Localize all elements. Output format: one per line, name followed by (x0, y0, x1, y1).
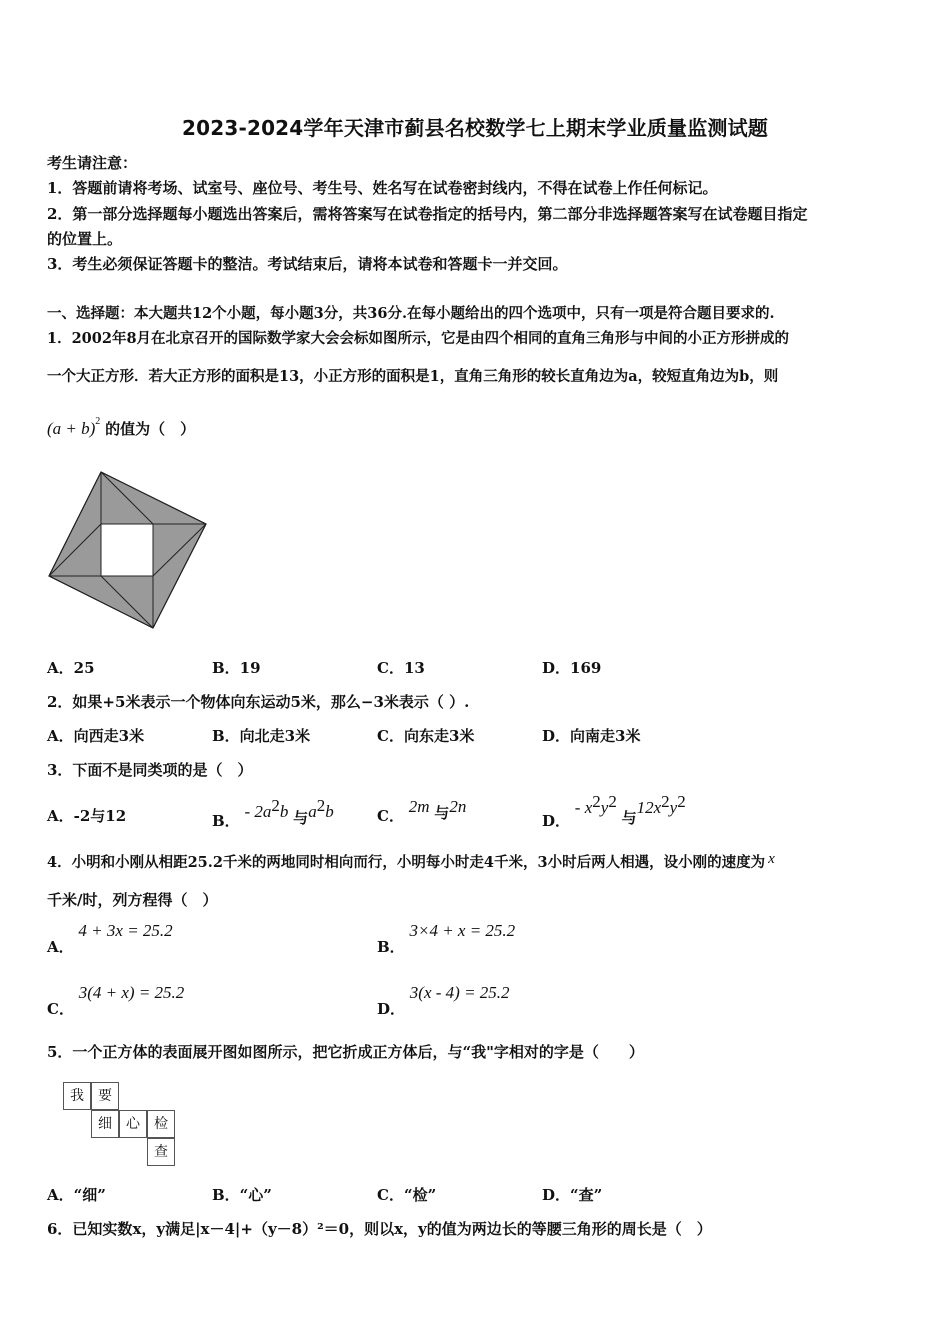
q3-c-label: C． (377, 807, 404, 825)
q3-d-exp1: 2 (592, 792, 601, 811)
q4-option-d[interactable] (377, 982, 510, 1018)
q1-expr: (a + b) (47, 419, 96, 438)
q3-b-label: B． (212, 812, 240, 830)
notice-item-1: 1．答题前请将考场、试室号、座位号、考生号、姓名写在试卷密封线内，不得在试卷上作任何标记。 (47, 179, 718, 197)
net-cell-xi: 细 (91, 1110, 119, 1138)
notice-item-3: 3．考生必须保证答题卡的整洁。考试结束后，请将本试卷和答题卡一并交回。 (47, 255, 568, 273)
q4-line2: 千米/时，列方程得（ ） (47, 891, 218, 909)
notice-item-2: 2．第一部分选择题每小题选出答案后，需将答案写在试卷指定的括号内，第二部分非选择题答案写在试卷题目指定 (47, 205, 808, 223)
q4-d-expr: 3(x - 4) = 25.2 (409, 983, 510, 1002)
page-title: 2023-2024学年天津市蓟县名校数学七上期末学业质量监测试题 (181, 116, 769, 140)
q1-option-a[interactable]: A．25 (47, 659, 95, 677)
q2-option-c[interactable]: C．向东走3米 (377, 727, 475, 745)
q3-d-expr2b: y (669, 798, 678, 817)
q2-option-a[interactable]: A．向西走3米 (47, 727, 145, 745)
q4-option-a[interactable] (47, 920, 173, 956)
q3-c-mid: 与 (434, 804, 450, 822)
q1-option-d[interactable]: D．169 (542, 659, 602, 677)
q3-d-expr1b: y (600, 798, 609, 817)
q3-b-mid: 与 (293, 809, 309, 827)
q5-stem: 5．一个正方体的表面展开图如图所示，把它折成正方体后，与“我"字相对的字是（ ） (47, 1043, 644, 1061)
q3-b-expr1b: b (279, 802, 289, 821)
q1-figure (45, 468, 211, 632)
q4-option-b[interactable] (377, 920, 516, 956)
q5-option-a[interactable]: A．“细” (47, 1186, 106, 1204)
q3-stem: 3．下面不是同类项的是（ ） (47, 761, 253, 779)
q3-d-label: D． (542, 812, 571, 830)
net-cell-xin: 心 (119, 1110, 147, 1138)
net-cell-cha: 查 (147, 1138, 175, 1166)
q2-stem: 2．如果+5米表示一个物体向东运动5米，那么−3米表示（ ）. (47, 693, 470, 711)
q3-c-expr1: 2m (408, 797, 430, 816)
q3-d-expr1a: - x (574, 798, 593, 817)
q2-option-b[interactable]: B．向北走3米 (212, 727, 311, 745)
q3-d-mid: 与 (621, 809, 637, 827)
q1-option-c[interactable]: C．13 (377, 659, 425, 677)
q3-option-d[interactable] (542, 792, 686, 830)
q4-a-expr: 4 + 3x = 25.2 (78, 921, 173, 940)
q3-d-exp2: 2 (608, 792, 617, 811)
q5-option-c[interactable]: C．“检” (377, 1186, 437, 1204)
q3-b-expr2: a (308, 802, 317, 821)
q3-option-a[interactable]: A．-2与12 (47, 807, 127, 825)
q5-option-d[interactable]: D．“查” (542, 1186, 603, 1204)
q4-line1-text: 4．小明和小刚从相距25.2千米的两地同时相向而行，小明每小时走4千米，3小时后两人相遇，设小刚的速度为 (47, 854, 766, 871)
q4-b-label: B． (377, 938, 405, 956)
q5-option-b[interactable]: B．“心” (212, 1186, 272, 1204)
q3-d-exp3: 2 (661, 792, 670, 811)
q3-option-c[interactable] (377, 796, 467, 825)
notice-heading: 考生请注意： (47, 154, 138, 172)
q3-b-exp1: 2 (271, 796, 280, 815)
q6-stem: 6．已知实数x，y满足|x－4|+（y－8）²＝0，则以x，y的值为两边长的等腰三角形的周长是（ ） (47, 1220, 712, 1238)
q3-c-expr2: 2n (449, 797, 467, 816)
q1-line2: 一个大正方形．若大正方形的面积是13，小正方形的面积是1，直角三角形的较长直角边为a，较短直角边为b，则 (47, 368, 779, 385)
q4-c-label: C． (47, 1000, 74, 1018)
q3-b-expr2b: b (325, 802, 334, 821)
q4-option-c[interactable] (47, 982, 185, 1018)
q1-tail: 的值为（ ） (105, 420, 196, 438)
q3-option-b[interactable] (212, 796, 334, 830)
q3-b-expr1: - 2a (244, 802, 272, 821)
q3-d-expr2a: 12x (636, 798, 662, 817)
q4-d-label: D． (377, 1000, 406, 1018)
q4-c-expr: 3(4 + x) = 25.2 (78, 983, 185, 1002)
net-cell-jian: 检 (147, 1110, 175, 1138)
q1-expr-exp: 2 (95, 416, 101, 427)
q1-line1: 1．2002年8月在北京召开的国际数学家大会会标如图所示，它是由四个相同的直角三角形与中间的小正方形拼成的 (47, 330, 790, 347)
q5-net-figure (63, 1082, 183, 1170)
q3-d-exp4: 2 (677, 792, 686, 811)
notice-item-2-cont: 的位置上。 (47, 230, 123, 248)
q1-option-b[interactable]: B．19 (212, 659, 261, 677)
q4-b-expr: 3×4 + x = 25.2 (409, 921, 516, 940)
q4-a-label: A． (47, 938, 74, 956)
section-heading: 一、选择题：本大题共12个小题，每小题3分，共36分.在每小题给出的四个选项中，只有一项是符合题目要求的. (47, 305, 775, 322)
net-cell-yao: 要 (91, 1082, 119, 1110)
q4-var: x (768, 851, 775, 867)
net-cell-wo: 我 (63, 1082, 91, 1110)
q4-line1 (47, 851, 775, 872)
q3-b-exp2: 2 (316, 796, 326, 815)
q2-option-d[interactable]: D．向南走3米 (542, 727, 641, 745)
q1-expression (47, 416, 195, 439)
